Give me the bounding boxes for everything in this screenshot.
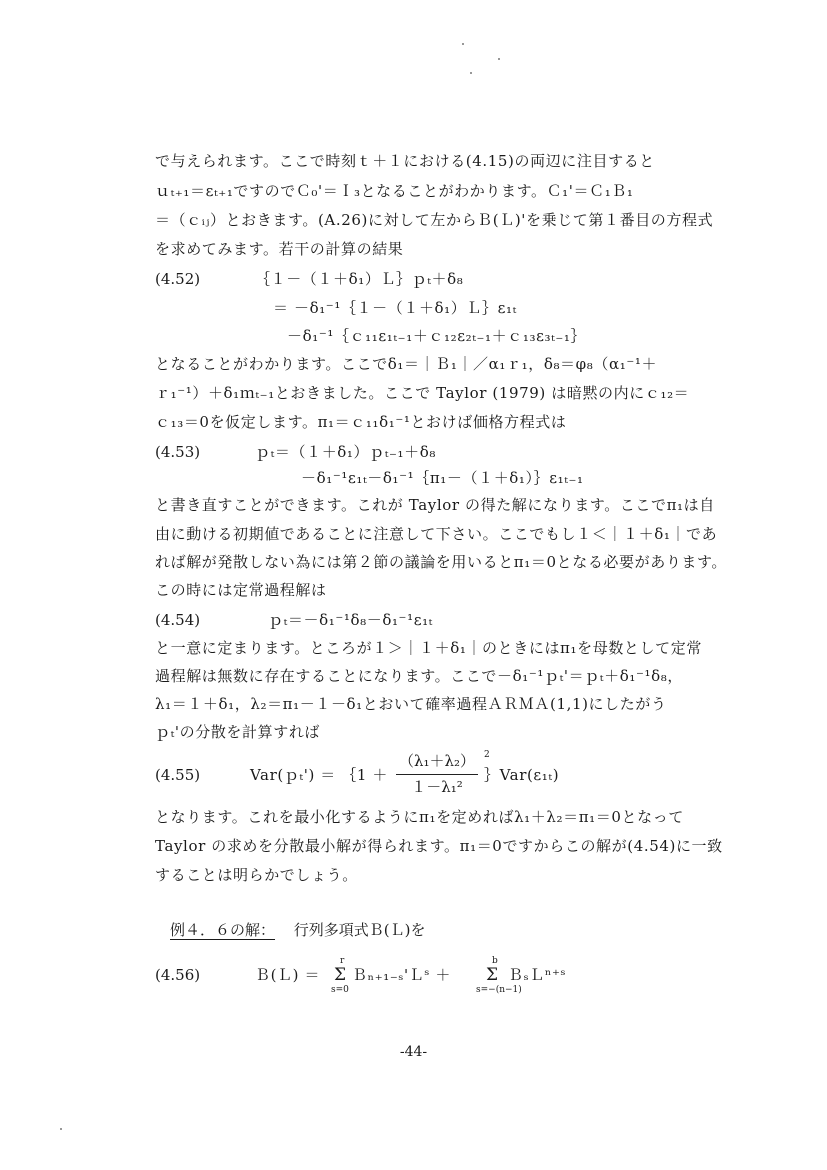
equation-number: (4.55) (155, 766, 201, 784)
example-text: 行列多項式Ｂ(Ｌ)を (293, 921, 426, 939)
sum-lower-limit: s=0 (331, 985, 349, 995)
scan-speck (498, 58, 500, 60)
text-line: となります。これを最小化するようにπ₁を定めればλ₁＋λ₂＝π₁＝0となって (155, 808, 684, 826)
fraction-denominator: １－λ₁² (411, 778, 463, 796)
text-line: と一意に定まります。ところが１＞｜１＋δ₁｜のときにはπ₁を母数として定常 (155, 639, 702, 657)
text-line: 過程解は無数に存在することになります。ここで－δ₁⁻¹ｐₜ'＝ｐₜ＋δ₁⁻¹δ₈， (155, 667, 683, 685)
sum-upper-limit: b (492, 956, 498, 966)
equation-number: (4.52) (155, 270, 201, 288)
equation-line: ｐₜ＝－δ₁⁻¹δ₈－δ₁⁻¹ε₁ₜ (268, 611, 433, 629)
text-line: で与えられます。ここで時刻ｔ＋１における(4.15)の両辺に注目すると (155, 152, 655, 170)
example-heading (170, 920, 426, 940)
example-title: 例４．６の解： (170, 921, 276, 939)
text-line: を求めてみます。若干の計算の結果 (155, 240, 404, 258)
text-line: ｕₜ₊₁＝εₜ₊₁ですのでＣ₀'＝Ｉ₃となることがわかります。Ｃ₁'＝Ｃ₁Ｂ₁ (155, 182, 634, 200)
text-line: 由に動ける初期値であることに注意して下さい。ここでもし１＜｜１＋δ₁｜であ (155, 525, 718, 543)
scan-speck (462, 43, 464, 45)
sum-symbol: Σ (334, 965, 347, 985)
sum-lower-limit: s=−(n−1) (476, 985, 522, 995)
text-line: することは明らかでしょう。 (155, 866, 358, 884)
text-line: と書き直すことができます。これが Taylor の得た解になります。ここでπ₁は自 (155, 496, 715, 514)
text-line: ｐₜ'の分散を計算すれば (155, 723, 321, 741)
scan-speck (470, 72, 472, 74)
text-line: ＝（ｃᵢⱼ）とおきます。(A.26)に対して左からＢ(Ｌ)'を乗じて第１番目の方程式 (155, 211, 714, 229)
fraction-bar (396, 774, 478, 775)
text-line: れば解が発散しない為には第２節の議論を用いるとπ₁＝0となる必要があります。 (155, 553, 728, 571)
text-line: ｒ₁⁻¹）＋δ₁ｍₜ₋₁とおきました。ここで Taylor (1979) は暗黙の内にｃ₁₂＝ (155, 384, 690, 402)
scan-speck (60, 1128, 62, 1130)
equation-term: ＢₛＬⁿ⁺ˢ (508, 966, 567, 984)
equation-lhs: Var(ｐₜ') ＝ ｛1 ＋ (250, 766, 388, 784)
equation-line: －δ₁⁻¹ε₁ₜ－δ₁⁻¹｛π₁－（１＋δ₁）｝ε₁ₜ₋₁ (301, 469, 584, 487)
text-line: Taylor の求めを分散最小解が得られます。π₁＝0ですからこの解が(4.54)に一致 (155, 837, 723, 855)
text-line: ｃ₁₃＝0を仮定します。π₁＝ｃ₁₁δ₁⁻¹とおけば価格方程式は (155, 413, 567, 431)
sum-upper-limit: r (340, 956, 345, 966)
equation-rhs: ｝Var(ε₁ₜ) (484, 766, 560, 784)
exponent: 2 (484, 750, 490, 760)
sum-symbol: Σ (486, 965, 499, 985)
equation-line: ｐₜ＝（１＋δ₁）ｐₜ₋₁＋δ₈ (255, 443, 437, 461)
equation-number: (4.56) (155, 966, 201, 984)
page-number: -44- (399, 1044, 428, 1060)
equation-lhs: Ｂ(Ｌ) ＝ (255, 966, 321, 984)
equation-line: ＝ －δ₁⁻¹｛１－（１＋δ₁）Ｌ｝ε₁ₜ (273, 299, 517, 317)
fraction-numerator: （λ₁＋λ₂） (398, 752, 476, 770)
equation-line: －δ₁⁻¹｛ｃ₁₁ε₁ₜ₋₁＋ｃ₁₂ε₂ₜ₋₁＋ｃ₁₃ε₃ₜ₋₁｝ (287, 327, 587, 345)
equation-term: Ｂₙ₊₁₋ₛ'Ｌˢ ＋ (352, 966, 451, 984)
text-line: となることがわかります。ここでδ₁＝｜Ｂ₁｜／α₁ｒ₁，δ₈＝φ₈（α₁⁻¹＋ (155, 355, 658, 373)
text-line: λ₁＝１＋δ₁，λ₂＝π₁－１－δ₁とおいて確率過程ＡＲＭＡ(1,1)にしたがう (155, 695, 667, 713)
equation-number: (4.53) (155, 443, 201, 461)
text-line: この時には定常過程解は (155, 581, 327, 599)
equation-number: (4.54) (155, 611, 201, 629)
equation-line: ｛１－（１＋δ₁）Ｌ｝ｐₜ＋δ₈ (255, 270, 464, 288)
